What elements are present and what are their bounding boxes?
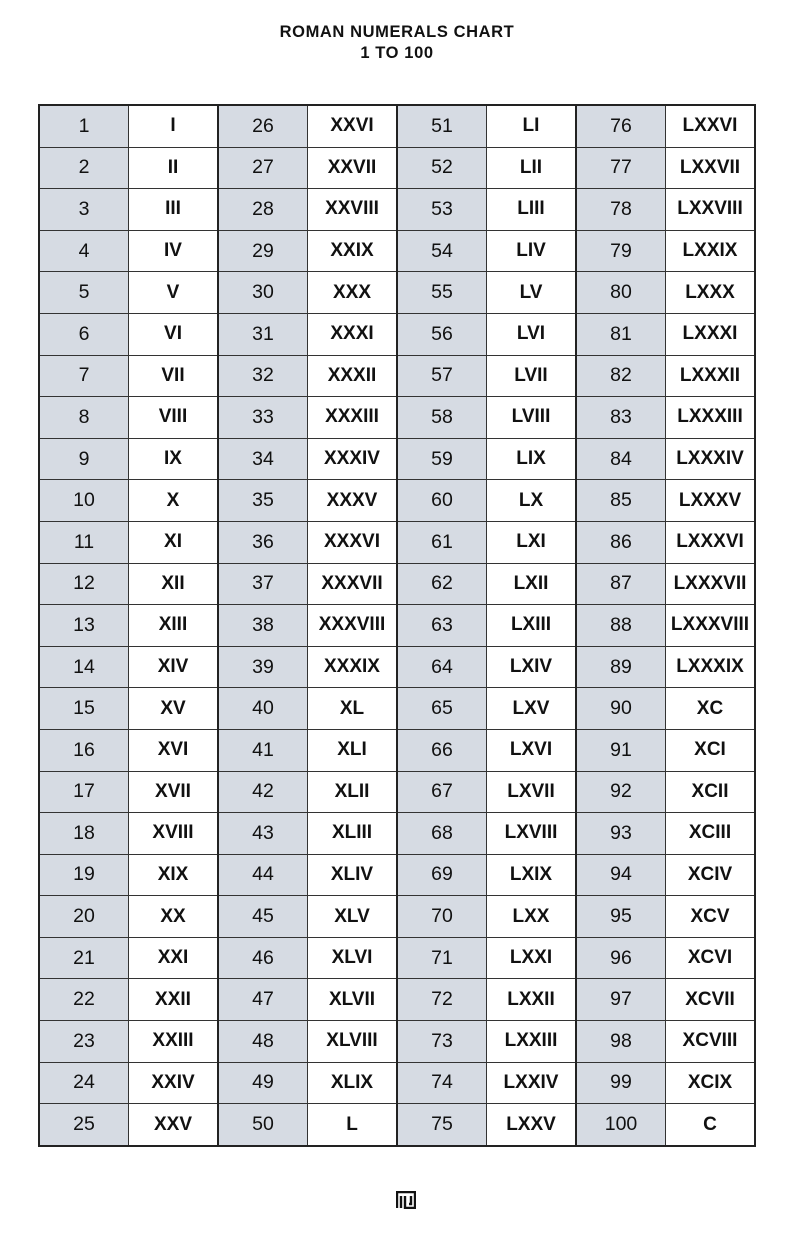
arabic-number-cell: 71 xyxy=(397,937,487,979)
roman-numeral-cell: XLIII xyxy=(308,813,398,855)
roman-numeral-cell: VII xyxy=(129,355,219,397)
arabic-number-cell: 1 xyxy=(39,105,129,147)
table-row xyxy=(39,896,755,938)
arabic-number-cell: 88 xyxy=(576,605,666,647)
arabic-number-cell: 87 xyxy=(576,563,666,605)
roman-numeral-cell: XXXVI xyxy=(308,521,398,563)
arabic-number-cell: 85 xyxy=(576,480,666,522)
roman-numeral-cell: XXXV xyxy=(308,480,398,522)
arabic-number-cell: 73 xyxy=(397,1021,487,1063)
arabic-number-cell: 7 xyxy=(39,355,129,397)
arabic-number-cell: 52 xyxy=(397,147,487,189)
roman-numeral-cell: LV xyxy=(487,272,577,314)
roman-numeral-cell: LXII xyxy=(487,563,577,605)
arabic-number-cell: 55 xyxy=(397,272,487,314)
roman-numeral-cell: XLVII xyxy=(308,979,398,1021)
table-row xyxy=(39,771,755,813)
arabic-number-cell: 81 xyxy=(576,313,666,355)
table-row xyxy=(39,563,755,605)
roman-numeral-cell: XXVIII xyxy=(308,189,398,231)
arabic-number-cell: 79 xyxy=(576,230,666,272)
arabic-number-cell: 68 xyxy=(397,813,487,855)
roman-numeral-cell: LXXXIX xyxy=(666,646,756,688)
roman-numeral-cell: XCIX xyxy=(666,1062,756,1104)
arabic-number-cell: 46 xyxy=(218,937,308,979)
roman-numeral-cell: LXXXI xyxy=(666,313,756,355)
roman-numeral-cell: LXXI xyxy=(487,937,577,979)
roman-numeral-cell: VI xyxy=(129,313,219,355)
arabic-number-cell: 70 xyxy=(397,896,487,938)
roman-numeral-cell: LXXX xyxy=(666,272,756,314)
arabic-number-cell: 57 xyxy=(397,355,487,397)
arabic-number-cell: 23 xyxy=(39,1021,129,1063)
roman-numeral-cell: XCV xyxy=(666,896,756,938)
arabic-number-cell: 15 xyxy=(39,688,129,730)
roman-numeral-cell: XII xyxy=(129,563,219,605)
arabic-number-cell: 74 xyxy=(397,1062,487,1104)
arabic-number-cell: 86 xyxy=(576,521,666,563)
roman-numeral-cell: LXV xyxy=(487,688,577,730)
table-row xyxy=(39,147,755,189)
arabic-number-cell: 69 xyxy=(397,854,487,896)
arabic-number-cell: 27 xyxy=(218,147,308,189)
arabic-number-cell: 95 xyxy=(576,896,666,938)
table-row xyxy=(39,355,755,397)
arabic-number-cell: 6 xyxy=(39,313,129,355)
arabic-number-cell: 16 xyxy=(39,729,129,771)
roman-numeral-cell: LXXXV xyxy=(666,480,756,522)
table-row xyxy=(39,937,755,979)
arabic-number-cell: 82 xyxy=(576,355,666,397)
arabic-number-cell: 50 xyxy=(218,1104,308,1146)
arabic-number-cell: 24 xyxy=(39,1062,129,1104)
roman-numeral-cell: II xyxy=(129,147,219,189)
roman-numeral-cell: XL xyxy=(308,688,398,730)
arabic-number-cell: 34 xyxy=(218,438,308,480)
arabic-number-cell: 53 xyxy=(397,189,487,231)
roman-numeral-cell: XC xyxy=(666,688,756,730)
roman-numeral-cell: LXXXVIII xyxy=(666,605,756,647)
table-row xyxy=(39,438,755,480)
arabic-number-cell: 63 xyxy=(397,605,487,647)
arabic-number-cell: 19 xyxy=(39,854,129,896)
arabic-number-cell: 13 xyxy=(39,605,129,647)
roman-numeral-cell: LXIII xyxy=(487,605,577,647)
table-row xyxy=(39,272,755,314)
arabic-number-cell: 64 xyxy=(397,646,487,688)
roman-numeral-cell: C xyxy=(666,1104,756,1146)
roman-numeral-cell: LXXXVII xyxy=(666,563,756,605)
arabic-number-cell: 4 xyxy=(39,230,129,272)
arabic-number-cell: 59 xyxy=(397,438,487,480)
roman-numeral-cell: XLV xyxy=(308,896,398,938)
roman-numeral-cell: XCIII xyxy=(666,813,756,855)
arabic-number-cell: 75 xyxy=(397,1104,487,1146)
roman-numeral-cell: IX xyxy=(129,438,219,480)
roman-numerals-table xyxy=(38,104,756,1147)
arabic-number-cell: 72 xyxy=(397,979,487,1021)
arabic-number-cell: 14 xyxy=(39,646,129,688)
table-row xyxy=(39,688,755,730)
table-row xyxy=(39,1062,755,1104)
arabic-number-cell: 3 xyxy=(39,189,129,231)
arabic-number-cell: 43 xyxy=(218,813,308,855)
roman-numeral-cell: LXXIV xyxy=(487,1062,577,1104)
arabic-number-cell: 51 xyxy=(397,105,487,147)
arabic-number-cell: 35 xyxy=(218,480,308,522)
roman-numeral-cell: LXIV xyxy=(487,646,577,688)
roman-numeral-cell: XLI xyxy=(308,729,398,771)
arabic-number-cell: 29 xyxy=(218,230,308,272)
roman-numeral-cell: LXXXIV xyxy=(666,438,756,480)
arabic-number-cell: 78 xyxy=(576,189,666,231)
roman-numeral-cell: LXXV xyxy=(487,1104,577,1146)
arabic-number-cell: 96 xyxy=(576,937,666,979)
arabic-number-cell: 48 xyxy=(218,1021,308,1063)
arabic-number-cell: 36 xyxy=(218,521,308,563)
arabic-number-cell: 9 xyxy=(39,438,129,480)
arabic-number-cell: 99 xyxy=(576,1062,666,1104)
arabic-number-cell: 98 xyxy=(576,1021,666,1063)
roman-numeral-cell: XXVII xyxy=(308,147,398,189)
roman-numeral-cell: IV xyxy=(129,230,219,272)
arabic-number-cell: 32 xyxy=(218,355,308,397)
arabic-number-cell: 20 xyxy=(39,896,129,938)
arabic-number-cell: 80 xyxy=(576,272,666,314)
meander-logo-icon xyxy=(396,1191,416,1209)
arabic-number-cell: 94 xyxy=(576,854,666,896)
table-row xyxy=(39,813,755,855)
roman-numeral-cell: LXXIX xyxy=(666,230,756,272)
arabic-number-cell: 66 xyxy=(397,729,487,771)
arabic-number-cell: 45 xyxy=(218,896,308,938)
roman-numeral-cell: LXXIII xyxy=(487,1021,577,1063)
roman-numeral-cell: XXVI xyxy=(308,105,398,147)
arabic-number-cell: 40 xyxy=(218,688,308,730)
roman-numeral-cell: XLVI xyxy=(308,937,398,979)
arabic-number-cell: 84 xyxy=(576,438,666,480)
roman-numeral-cell: XXXIX xyxy=(308,646,398,688)
arabic-number-cell: 47 xyxy=(218,979,308,1021)
table-row xyxy=(39,397,755,439)
arabic-number-cell: 17 xyxy=(39,771,129,813)
roman-numeral-cell: XXIII xyxy=(129,1021,219,1063)
roman-numeral-cell: XVII xyxy=(129,771,219,813)
roman-numeral-cell: LXXXIII xyxy=(666,397,756,439)
arabic-number-cell: 100 xyxy=(576,1104,666,1146)
arabic-number-cell: 28 xyxy=(218,189,308,231)
table-row xyxy=(39,1104,755,1146)
arabic-number-cell: 21 xyxy=(39,937,129,979)
table-row xyxy=(39,605,755,647)
roman-numeral-cell: XXIV xyxy=(129,1062,219,1104)
roman-numeral-cell: LXXVI xyxy=(666,105,756,147)
roman-numeral-cell: XXXVIII xyxy=(308,605,398,647)
roman-numeral-cell: XCI xyxy=(666,729,756,771)
arabic-number-cell: 62 xyxy=(397,563,487,605)
arabic-number-cell: 76 xyxy=(576,105,666,147)
roman-numeral-cell: XLII xyxy=(308,771,398,813)
arabic-number-cell: 92 xyxy=(576,771,666,813)
roman-numeral-cell: LXXII xyxy=(487,979,577,1021)
arabic-number-cell: 12 xyxy=(39,563,129,605)
roman-numeral-cell: XXXIV xyxy=(308,438,398,480)
arabic-number-cell: 38 xyxy=(218,605,308,647)
roman-numeral-cell: XXXVII xyxy=(308,563,398,605)
table-row xyxy=(39,854,755,896)
arabic-number-cell: 2 xyxy=(39,147,129,189)
roman-numeral-cell: LVII xyxy=(487,355,577,397)
roman-numeral-cell: LXXVII xyxy=(666,147,756,189)
arabic-number-cell: 90 xyxy=(576,688,666,730)
arabic-number-cell: 83 xyxy=(576,397,666,439)
roman-numeral-cell: XXXII xyxy=(308,355,398,397)
arabic-number-cell: 67 xyxy=(397,771,487,813)
roman-numeral-cell: I xyxy=(129,105,219,147)
arabic-number-cell: 89 xyxy=(576,646,666,688)
roman-numeral-cell: LI xyxy=(487,105,577,147)
roman-numeral-cell: XLIX xyxy=(308,1062,398,1104)
arabic-number-cell: 30 xyxy=(218,272,308,314)
roman-numeral-cell: LXX xyxy=(487,896,577,938)
roman-numeral-cell: X xyxy=(129,480,219,522)
arabic-number-cell: 33 xyxy=(218,397,308,439)
arabic-number-cell: 44 xyxy=(218,854,308,896)
roman-numeral-cell: LII xyxy=(487,147,577,189)
roman-numeral-cell: LXIX xyxy=(487,854,577,896)
arabic-number-cell: 49 xyxy=(218,1062,308,1104)
arabic-number-cell: 97 xyxy=(576,979,666,1021)
roman-numeral-cell: XLVIII xyxy=(308,1021,398,1063)
roman-numeral-cell: III xyxy=(129,189,219,231)
roman-numeral-cell: XXV xyxy=(129,1104,219,1146)
table-row xyxy=(39,646,755,688)
arabic-number-cell: 8 xyxy=(39,397,129,439)
roman-numeral-cell: XCVII xyxy=(666,979,756,1021)
roman-numeral-cell: LVIII xyxy=(487,397,577,439)
arabic-number-cell: 56 xyxy=(397,313,487,355)
arabic-number-cell: 18 xyxy=(39,813,129,855)
arabic-number-cell: 31 xyxy=(218,313,308,355)
arabic-number-cell: 61 xyxy=(397,521,487,563)
roman-numeral-cell: XCVIII xyxy=(666,1021,756,1063)
arabic-number-cell: 42 xyxy=(218,771,308,813)
roman-numeral-cell: LIV xyxy=(487,230,577,272)
roman-numeral-cell: VIII xyxy=(129,397,219,439)
roman-numeral-cell: LXXVIII xyxy=(666,189,756,231)
roman-numeral-cell: XXX xyxy=(308,272,398,314)
roman-numeral-cell: LXVI xyxy=(487,729,577,771)
roman-numeral-cell: XXII xyxy=(129,979,219,1021)
arabic-number-cell: 58 xyxy=(397,397,487,439)
table-row xyxy=(39,979,755,1021)
roman-numeral-cell: LXXXVI xyxy=(666,521,756,563)
table-row xyxy=(39,729,755,771)
roman-numeral-cell: LIX xyxy=(487,438,577,480)
roman-numeral-cell: LXXXII xyxy=(666,355,756,397)
roman-numeral-cell: XIV xyxy=(129,646,219,688)
roman-numeral-cell: LX xyxy=(487,480,577,522)
arabic-number-cell: 93 xyxy=(576,813,666,855)
arabic-number-cell: 22 xyxy=(39,979,129,1021)
arabic-number-cell: 41 xyxy=(218,729,308,771)
arabic-number-cell: 54 xyxy=(397,230,487,272)
arabic-number-cell: 25 xyxy=(39,1104,129,1146)
roman-numeral-cell: XX xyxy=(129,896,219,938)
arabic-number-cell: 5 xyxy=(39,272,129,314)
arabic-number-cell: 60 xyxy=(397,480,487,522)
roman-numeral-cell: XI xyxy=(129,521,219,563)
roman-numeral-cell: XXIX xyxy=(308,230,398,272)
roman-numeral-cell: XVIII xyxy=(129,813,219,855)
chart-title xyxy=(0,22,794,64)
table-row xyxy=(39,105,755,147)
roman-numeral-cell: V xyxy=(129,272,219,314)
arabic-number-cell: 65 xyxy=(397,688,487,730)
roman-numeral-cell: XV xyxy=(129,688,219,730)
table-row xyxy=(39,313,755,355)
arabic-number-cell: 10 xyxy=(39,480,129,522)
roman-numeral-cell: XCIV xyxy=(666,854,756,896)
roman-numeral-cell: XCII xyxy=(666,771,756,813)
roman-numeral-cell: XXXIII xyxy=(308,397,398,439)
roman-numeral-cell: XVI xyxy=(129,729,219,771)
arabic-number-cell: 26 xyxy=(218,105,308,147)
arabic-number-cell: 39 xyxy=(218,646,308,688)
title-line-1: ROMAN NUMERALS CHART xyxy=(279,23,515,41)
arabic-number-cell: 37 xyxy=(218,563,308,605)
roman-numeral-cell: LXI xyxy=(487,521,577,563)
roman-numeral-cell: XXI xyxy=(129,937,219,979)
table-row xyxy=(39,1021,755,1063)
arabic-number-cell: 11 xyxy=(39,521,129,563)
table-row xyxy=(39,230,755,272)
roman-numeral-cell: XCVI xyxy=(666,937,756,979)
roman-numeral-cell: XXXI xyxy=(308,313,398,355)
title-line-2: 1 TO 100 xyxy=(360,44,434,62)
roman-numeral-cell: XIII xyxy=(129,605,219,647)
table-row xyxy=(39,480,755,522)
roman-numeral-cell: XIX xyxy=(129,854,219,896)
table-row xyxy=(39,521,755,563)
roman-numeral-cell: LVI xyxy=(487,313,577,355)
table-row xyxy=(39,189,755,231)
roman-numeral-cell: L xyxy=(308,1104,398,1146)
arabic-number-cell: 91 xyxy=(576,729,666,771)
roman-numeral-cell: LIII xyxy=(487,189,577,231)
roman-numeral-cell: XLIV xyxy=(308,854,398,896)
roman-numeral-cell: LXVIII xyxy=(487,813,577,855)
arabic-number-cell: 77 xyxy=(576,147,666,189)
roman-numeral-cell: LXVII xyxy=(487,771,577,813)
